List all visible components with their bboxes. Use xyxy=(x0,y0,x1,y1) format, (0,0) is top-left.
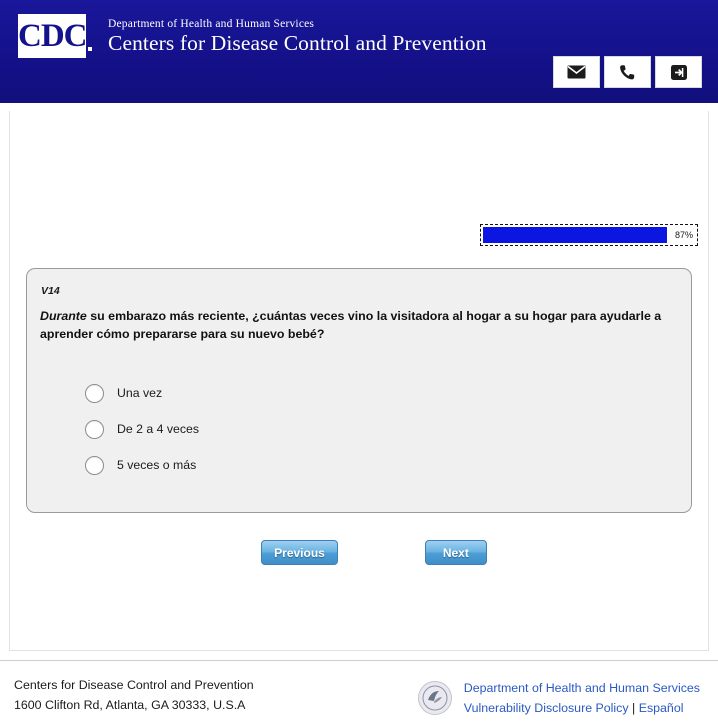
option-row[interactable] xyxy=(85,411,645,447)
phone-button[interactable] xyxy=(604,56,651,88)
header-button-group xyxy=(553,56,702,88)
question-text-emphasis: Durante xyxy=(40,309,87,323)
footer-address: 1600 Clifton Rd, Atlanta, GA 30333, U.S.A xyxy=(14,698,246,712)
radio-button-option-2[interactable] xyxy=(85,420,104,439)
radio-button-option-1[interactable] xyxy=(85,384,104,403)
question-code: V14 xyxy=(41,285,60,297)
footer-links xyxy=(464,678,700,718)
logo-dot-decoration xyxy=(88,47,92,51)
site-footer xyxy=(0,661,718,722)
answer-options xyxy=(85,375,645,483)
email-button[interactable] xyxy=(553,56,600,88)
next-button[interactable]: Next xyxy=(425,540,487,565)
envelope-icon xyxy=(567,65,586,79)
navigation-buttons xyxy=(0,540,718,565)
login-arrow-icon xyxy=(670,64,688,81)
site-title: Centers for Disease Control and Prevention xyxy=(108,31,487,55)
option-label: Una vez xyxy=(117,386,163,400)
progress-track xyxy=(483,227,695,243)
phone-icon xyxy=(619,64,636,81)
survey-page xyxy=(0,103,718,661)
option-row[interactable] xyxy=(85,447,645,483)
footer-link-hhs[interactable]: Department of Health and Human Services xyxy=(463,681,700,695)
site-header xyxy=(0,0,718,103)
question-text-rest: su embarazo más reciente, ¿cuántas veces vino la visitadora al hogar a su hogar para ayudarle a aprender cómo prepararse para su nuevo bebé? xyxy=(40,309,662,341)
question-text xyxy=(40,307,684,343)
progress-bar xyxy=(480,224,698,246)
option-label: 5 veces o más xyxy=(117,458,197,472)
option-label: De 2 a 4 veces xyxy=(117,422,200,436)
option-row[interactable] xyxy=(85,375,645,411)
cdc-logo[interactable]: CDC xyxy=(18,14,86,58)
footer-link-espanol[interactable]: Español xyxy=(638,701,684,715)
footer-org-name: Centers for Disease Control and Prevention xyxy=(14,678,254,692)
progress-fill xyxy=(483,227,667,243)
footer-link-separator: | xyxy=(628,701,639,715)
hhs-seal-icon xyxy=(418,681,452,715)
progress-percent-label: 87% xyxy=(674,230,693,240)
login-button[interactable] xyxy=(655,56,702,88)
radio-button-option-3[interactable] xyxy=(85,456,104,475)
agency-line: Department of Health and Human Services xyxy=(108,18,315,30)
footer-link-vulnerability-disclosure[interactable]: Vulnerability Disclosure Policy xyxy=(463,701,629,715)
question-card xyxy=(26,268,692,513)
previous-button[interactable]: Previous xyxy=(261,540,338,565)
